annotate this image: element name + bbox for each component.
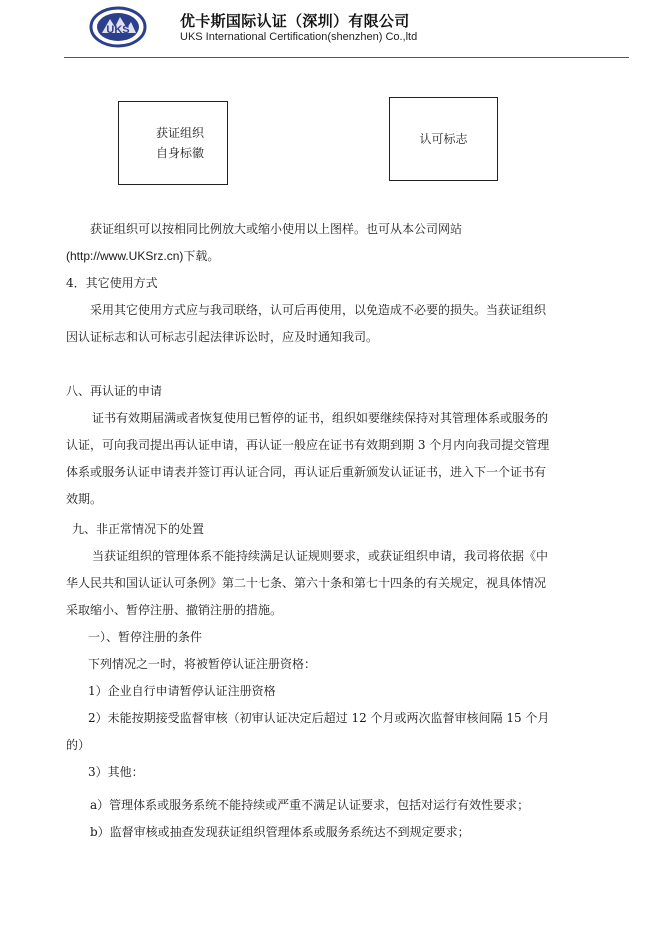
section-heading: 九、非正常情况下的处置 [72, 522, 205, 536]
company-name-cn: 优卡斯国际认证（深圳）有限公司 [180, 12, 410, 30]
paragraph-line: 华人民共和国认证认可条例》第二十七条、第六十条和第七十四条的有关规定，视具体情况 [66, 576, 547, 590]
company-name-en: UKS International Certification(shenzhen) Co.,ltd [180, 31, 418, 43]
list-item: b）监督审核或抽查发现获证组织管理体系或服务系统达不到规定要求； [90, 825, 470, 839]
accreditation-mark-box [389, 97, 498, 181]
section-heading: 4．其它使用方式 [66, 276, 158, 290]
paragraph-line: 当获证组织的管理体系不能持续满足认证规则要求，或获证组织申请，我司将依据《中 [92, 549, 549, 563]
paragraph-line: 效期。 [66, 492, 103, 506]
header-divider [64, 57, 629, 58]
paragraph-line: 下列情况之一时，将被暂停认证注册资格： [88, 657, 317, 671]
logo-text: UKS [106, 24, 130, 36]
org-mark-label-line1: 获证组织 [155, 126, 204, 140]
paragraph-line: 认证，可向我司提出再认证申请，再认证一般应在证书有效期到期 3 个月内向我司提交管理 [66, 438, 550, 452]
org-mark-box [118, 101, 228, 185]
list-item: a）管理体系或服务系统不能持续或严重不满足认证要求，包括对运行有效性要求； [90, 798, 530, 812]
paragraph-line: 体系或服务认证申请表并签订再认证合同，再认证后重新颁发认证证书，进入下一个证书有 [66, 465, 547, 479]
list-item: 1）企业自行申请暂停认证注册资格 [88, 684, 276, 698]
company-logo [89, 6, 147, 48]
list-item: 3）其他： [88, 765, 144, 779]
paragraph-line: 采取缩小、暂停注册、撤销注册的措施。 [66, 603, 283, 617]
org-mark-label-line2: 自身标徽 [155, 146, 204, 160]
paragraph-line: 因认证标志和认可标志引起法律诉讼时，应及时通知我司。 [66, 330, 379, 344]
subsection-heading: 一）、暂停注册的条件 [88, 630, 203, 644]
list-item: 2）未能按期接受监督审核（初审认证决定后超过 12 个月或两次监督审核间隔 15 个月 [88, 711, 550, 725]
paragraph-line: 采用其它使用方式应与我司联络，认可后再使用，以免造成不必要的损失。当获证组织 [90, 303, 547, 317]
section-heading: 八、再认证的申请 [66, 384, 163, 398]
paragraph-line: 获证组织可以按相同比例放大或缩小使用以上图样。也可从本公司网站 [90, 222, 463, 236]
paragraph-line: 证书有效期届满或者恢复使用已暂停的证书，组织如要继续保持对其管理体系或服务的 [92, 411, 549, 425]
accreditation-mark-label: 认可标志 [419, 132, 468, 146]
list-item-continuation: 的） [66, 738, 91, 752]
website-line: (http://www.UKSrz.cn)下载。 [66, 249, 220, 263]
